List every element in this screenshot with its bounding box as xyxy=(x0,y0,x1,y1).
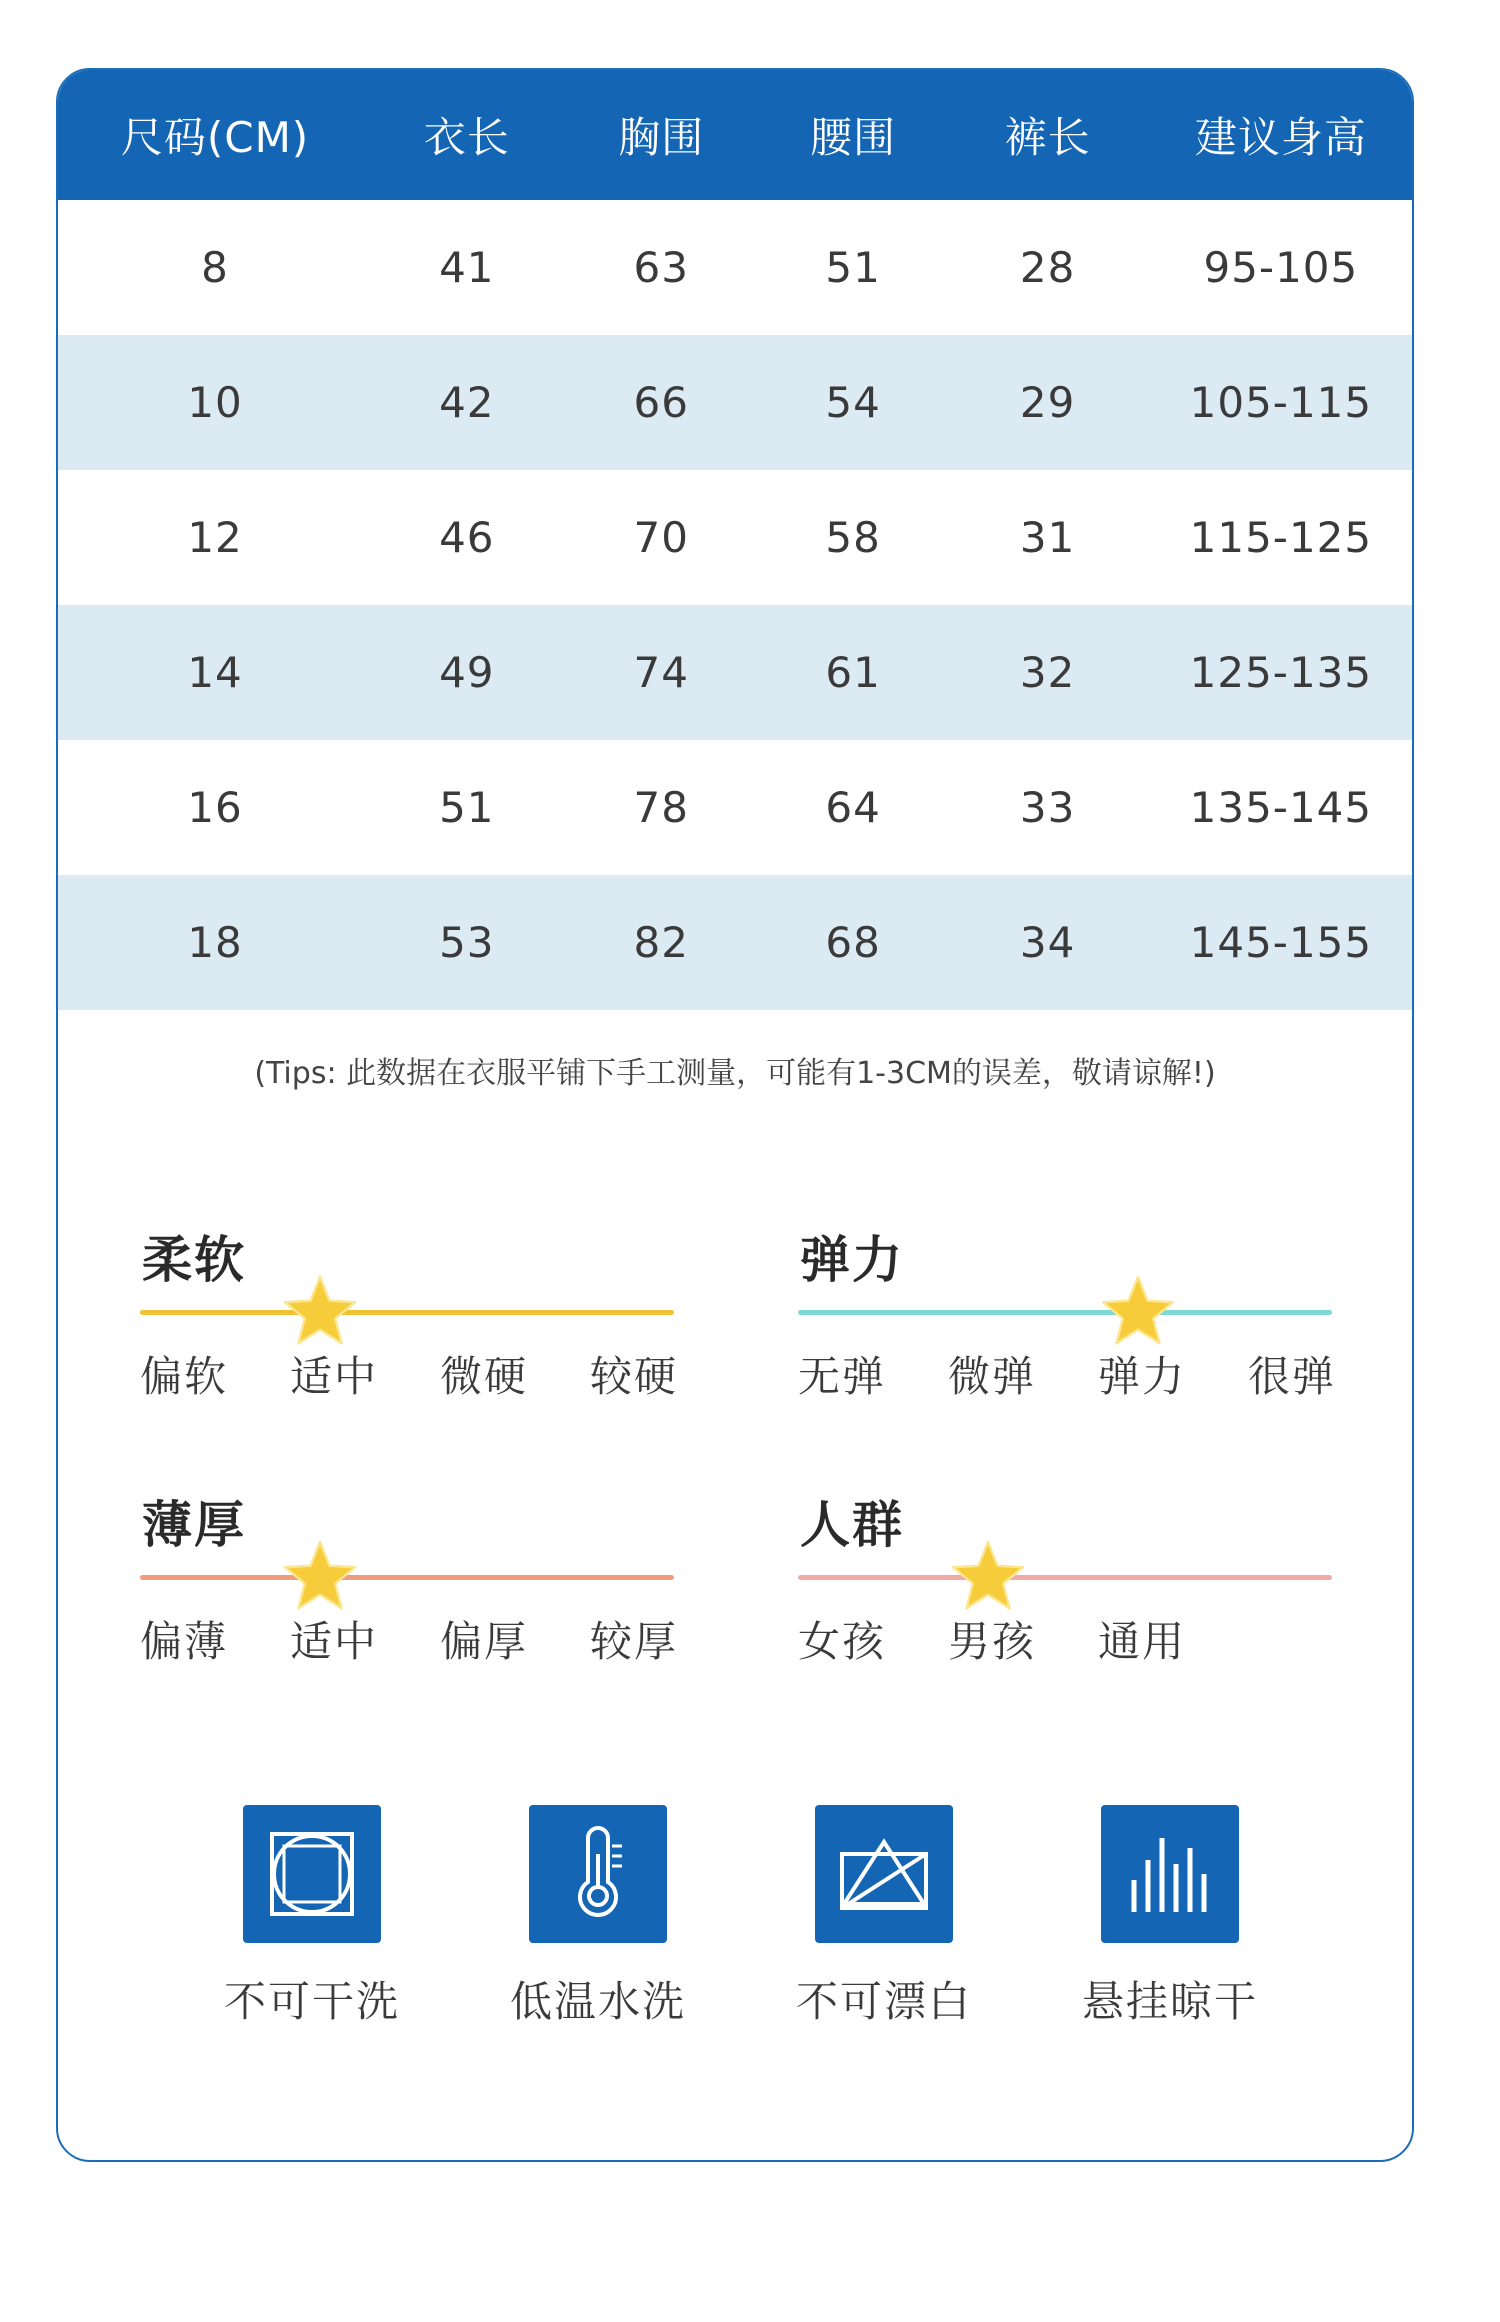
star-icon xyxy=(948,1537,1028,1617)
scale-title: 弹力 xyxy=(800,1231,904,1289)
table-body xyxy=(58,200,1412,1010)
cell-length: 46 xyxy=(439,513,495,562)
cell-height: 145-155 xyxy=(1189,918,1373,967)
cell-chest: 66 xyxy=(633,378,689,427)
cell-waist: 51 xyxy=(825,243,881,292)
cell-size: 10 xyxy=(187,378,243,427)
header-size: 尺码(CM) xyxy=(120,113,310,162)
cell-height: 95-105 xyxy=(1203,243,1359,292)
cell-height: 135-145 xyxy=(1189,783,1373,832)
scale-label: 弹力 xyxy=(1098,1352,1187,1401)
cell-waist: 58 xyxy=(825,513,881,562)
scale-line xyxy=(140,1310,674,1315)
scale-label: 女孩 xyxy=(798,1617,887,1666)
scale-title: 薄厚 xyxy=(142,1496,246,1554)
header-chest: 胸围 xyxy=(618,113,705,162)
care-hang-dry xyxy=(1060,1805,1280,2029)
cell-height: 115-125 xyxy=(1189,513,1373,562)
header-pants-length: 裤长 xyxy=(1004,113,1091,162)
cell-pants-length: 33 xyxy=(1019,783,1076,832)
cell-size: 12 xyxy=(187,513,243,562)
care-label: 不可干洗 xyxy=(223,1977,400,2026)
cell-length: 51 xyxy=(439,783,495,832)
star-icon xyxy=(1098,1272,1178,1352)
hang-dry-icon xyxy=(1101,1805,1239,1943)
scale-line xyxy=(798,1310,1332,1315)
cell-size: 14 xyxy=(187,648,243,697)
cell-size: 8 xyxy=(201,243,229,292)
cell-chest: 70 xyxy=(633,513,689,562)
cell-length: 41 xyxy=(439,243,495,292)
cell-chest: 82 xyxy=(633,918,689,967)
no-bleach-icon xyxy=(815,1805,953,1943)
cell-pants-length: 31 xyxy=(1019,513,1076,562)
tips-note: (Tips: 此数据在衣服平铺下手工测量，可能有1-3CM的误差，敬请谅解!) xyxy=(254,1056,1216,1091)
table-row xyxy=(58,605,1412,740)
star-icon xyxy=(280,1272,360,1352)
cell-length: 49 xyxy=(439,648,495,697)
cell-waist: 61 xyxy=(825,648,881,697)
cell-length: 53 xyxy=(439,918,495,967)
table-row xyxy=(58,335,1412,470)
cell-pants-length: 28 xyxy=(1019,243,1076,292)
scale-label: 适中 xyxy=(290,1617,379,1666)
header-length: 衣长 xyxy=(423,113,510,162)
low-temp-wash-icon xyxy=(529,1805,667,1943)
size-chart-card xyxy=(56,68,1414,2162)
cell-height: 105-115 xyxy=(1189,378,1373,427)
table-row xyxy=(58,470,1412,605)
care-label: 不可漂白 xyxy=(795,1977,972,2026)
scale-label: 偏软 xyxy=(140,1352,229,1401)
star-icon xyxy=(280,1537,360,1617)
care-no-bleach xyxy=(774,1805,994,2029)
header-height: 建议身高 xyxy=(1194,113,1367,162)
cell-pants-length: 34 xyxy=(1019,918,1076,967)
scale-label: 较硬 xyxy=(590,1352,679,1401)
cell-chest: 78 xyxy=(633,783,689,832)
care-low-temp-wash xyxy=(488,1805,708,2029)
cell-pants-length: 32 xyxy=(1019,648,1076,697)
cell-waist: 64 xyxy=(825,783,881,832)
scale-label: 微硬 xyxy=(440,1352,529,1401)
care-label: 低温水洗 xyxy=(509,1977,686,2026)
table-header xyxy=(58,70,1412,200)
no-dry-clean-icon xyxy=(243,1805,381,1943)
care-no-dry-clean xyxy=(202,1805,422,2029)
cell-height: 125-135 xyxy=(1189,648,1373,697)
cell-pants-length: 29 xyxy=(1019,378,1076,427)
scale-title: 人群 xyxy=(800,1496,904,1554)
cell-waist: 68 xyxy=(825,918,881,967)
scale-label: 偏薄 xyxy=(140,1617,229,1666)
cell-chest: 63 xyxy=(633,243,689,292)
scale-label: 适中 xyxy=(290,1352,379,1401)
header-waist: 腰围 xyxy=(810,113,897,162)
scale-label: 很弹 xyxy=(1248,1352,1337,1401)
scale-title: 柔软 xyxy=(142,1231,246,1289)
scale-label: 偏厚 xyxy=(440,1617,529,1666)
cell-size: 16 xyxy=(187,783,243,832)
scale-line xyxy=(140,1575,674,1580)
table-row xyxy=(58,200,1412,335)
table-row xyxy=(58,875,1412,1010)
scale-label: 微弹 xyxy=(948,1352,1037,1401)
care-label: 悬挂晾干 xyxy=(1081,1977,1258,2026)
scale-line xyxy=(798,1575,1332,1580)
cell-length: 42 xyxy=(439,378,495,427)
scale-label: 男孩 xyxy=(948,1617,1037,1666)
scale-label: 较厚 xyxy=(590,1617,679,1666)
cell-size: 18 xyxy=(187,918,243,967)
scale-label: 通用 xyxy=(1098,1617,1187,1666)
table-row xyxy=(58,740,1412,875)
scale-label: 无弹 xyxy=(798,1352,887,1401)
cell-chest: 74 xyxy=(633,648,689,697)
cell-waist: 54 xyxy=(825,378,881,427)
